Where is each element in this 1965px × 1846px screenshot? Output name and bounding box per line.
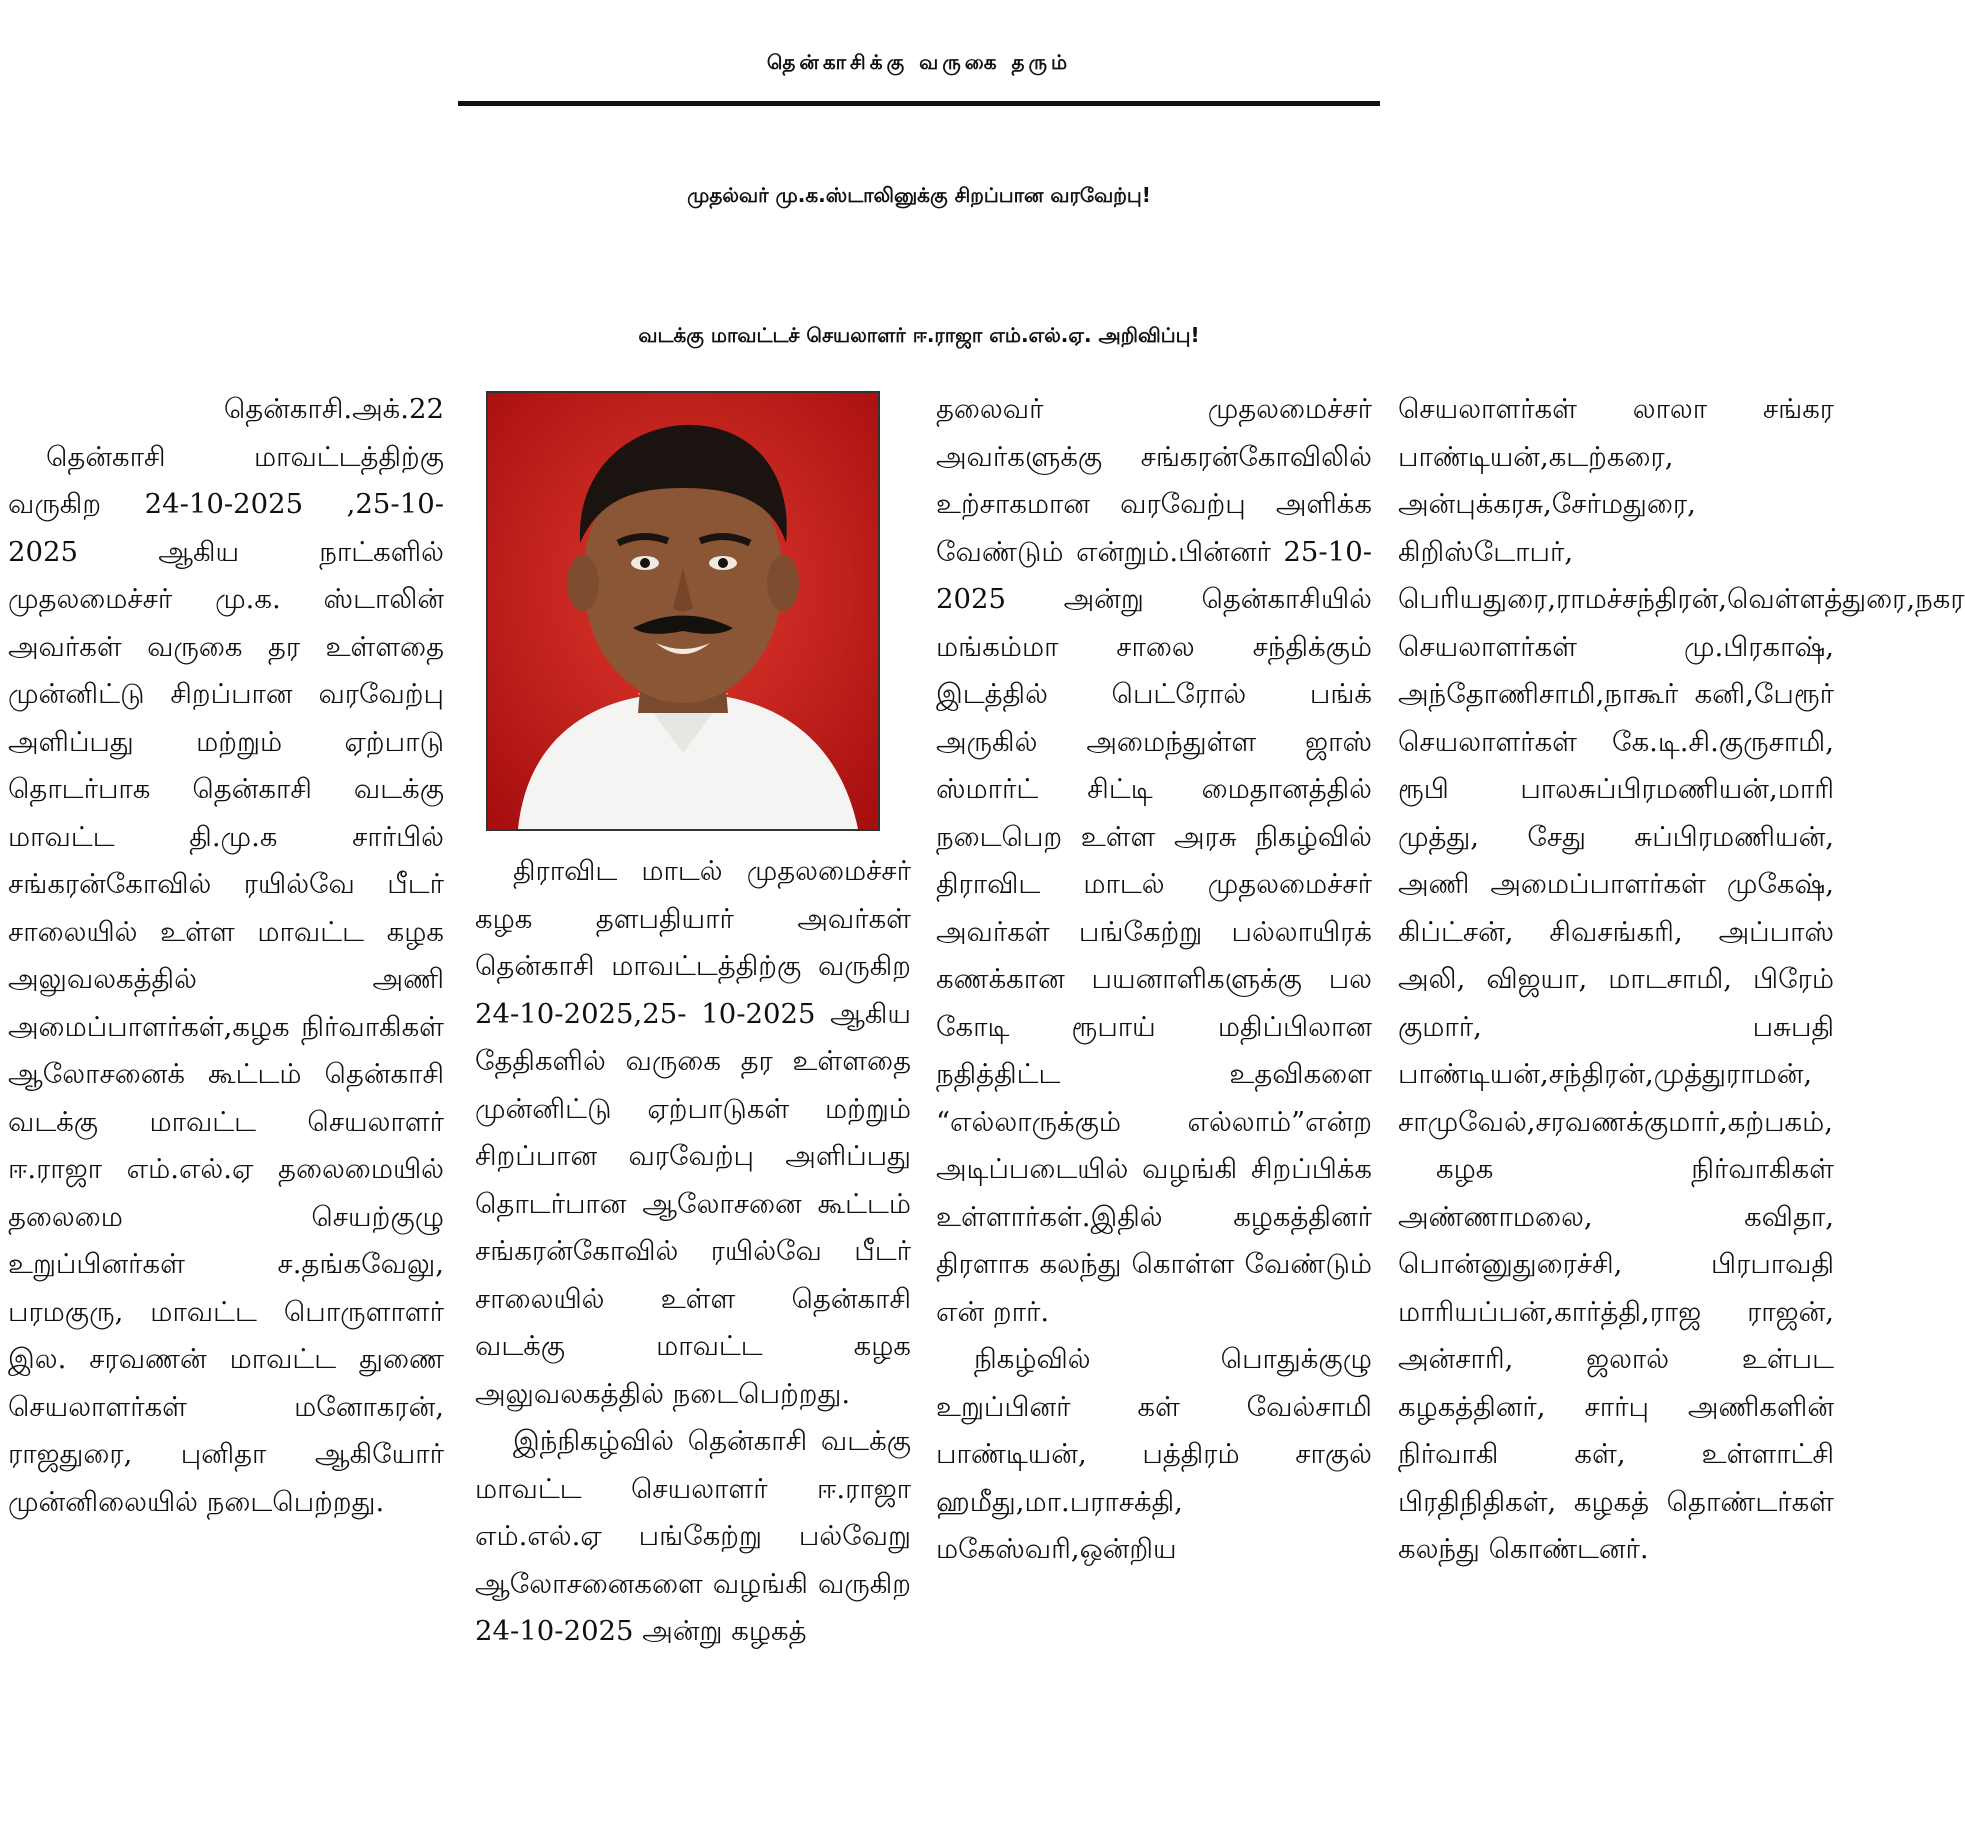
sub-headline: வடக்கு மாவட்டச் செயலாளர் ஈ.ராஜா எம்.எல்.ஏ. அறிவிப்பு! <box>638 323 1200 347</box>
article-paragraph: செயலாளர்கள் லாலா சங்கர பாண்டியன்,கடற்கரை, அன்புக்கரசு,சேர்மதுரை, கிறிஸ்டோபர், பெரியதுரை,ராமச்சந்திரன்,வெள்ளத்துரை,நகர செயலாளர்கள் மு.பிரகாஷ், அந்தோணிசாமி,நாகூர் கனி,பேரூர் செயலாளர்கள் கே.டி.சி.குருசாமி, ரூபி பாலசுப்பிரமணியன்,மாரி முத்து, சேது சுப்பிரமணியன், அணி அமைப்பாளர்கள் முகேஷ், கிப்ட்சன், சிவசங்கரி, அப்பாஸ் அலி, விஜயா, மாடசாமி, பிரேம் குமார், பசுபதி பாண்டியன்,சந்திரன்,முத்துராமன், சாமுவேல்,சரவணக்குமார்,கற்பகம், <box>1398 393 1965 1138</box>
article-paragraph: திராவிட மாடல் முதலமைச்சர் கழக தளபதியார் அவர்கள் தென்காசி மாவட்டத்திற்கு வருகிற 24-10-2025,25- 10-2025 ஆகிய தேதிகளில் வருகை தர உள்ளதை முன்னிட்டு ஏற்பாடுகள் மற்றும் சிறப்பான வரவேற்பு அளிப்பது தொடர்பான ஆலோசனை கூட்டம் சங்கரன்கோவில் ரயில்வே பீடர் சாலையில் உள்ள தென்காசி வடக்கு மாவட்ட கழக அலுவலகத்தில் நடைபெற்றது. <box>475 855 911 1410</box>
kicker-underline <box>458 101 1380 106</box>
article-paragraph: நிகழ்வில் பொதுக்குழு உறுப்பினர் கள் வேல்சாமி பாண்டியன், பத்திரம் சாகுல் ஹமீது,மா.பராசக்தி, மகேஸ்வரி,ஒன்றிய <box>936 1343 1372 1565</box>
article-column-2 <box>475 848 911 1836</box>
dateline: தென்காசி.அக்.22 <box>223 393 444 425</box>
article-paragraph: தென்காசி மாவட்டத்திற்கு வருகிற 24-10-2025 ,25-10-2025 ஆகிய நாட்களில் முதலமைச்சர் மு.க. ஸ்டாலின் அவர்கள் வருகை தர உள்ளதை முன்னிட்டு சிறப்பான வரவேற்பு அளிப்பது மற்றும் ஏற்பாடு தொடர்பாக தென்காசி வடக்கு மாவட்ட தி.மு.க சார்பில் சங்கரன்கோவில் ரயில்வே பீடர் சாலையில் உள்ள மாவட்ட கழக அலுவலகத்தில் அணி அமைப்பாளர்கள்,கழக நிர்வாகிகள் ஆலோசனைக் கூட்டம் தென்காசி வடக்கு மாவட்ட செயலாளர் ஈ.ராஜா எம்.எல்.ஏ தலைமையில் தலைமை செயற்குழு உறுப்பினர்கள் ச.தங்கவேலு, பரமகுரு, மாவட்ட பொருளாளர் இல. சரவணன் மாவட்ட துணை செயலாளர்கள் மனோகரன், ராஜதுரை, புனிதா ஆகியோர் முன்னிலையில் நடைபெற்றது. <box>8 440 444 1518</box>
article-column-4 <box>1398 386 1965 1836</box>
portrait-illustration <box>488 393 878 829</box>
kicker-heading: தென்காசிக்கு வருகை தரும் <box>766 50 1072 74</box>
article-paragraph: கழக நிர்வாகிகள் அண்ணாமலை, கவிதா, பொன்னுதுரைச்சி, பிரபாவதி மாரியப்பன்,கார்த்தி,ராஜ ராஜன், அன்சாரி, ஜலால் உள்பட கழகத்தினர், சார்பு அணிகளின் நிர்வாகி கள், உள்ளாட்சி பிரதிநிதிகள், கழகத் தொண்டர்கள் கலந்து கொண்டனர். <box>1398 1153 1834 1565</box>
article-column-1 <box>8 386 444 1836</box>
article-paragraph: இந்நிகழ்வில் தென்காசி வடக்கு மாவட்ட செயலாளர் ஈ.ராஜா எம்.எல்.ஏ பங்கேற்று பல்வேறு ஆலோசனைகளை வழங்கி வருகிற 24-10-2025 அன்று கழகத் <box>475 1425 911 1647</box>
article-column-3 <box>936 386 1372 1836</box>
main-headline: முதல்வர் மு.க.ஸ்டாலினுக்கு சிறப்பான வரவேற்பு! <box>687 183 1151 207</box>
portrait-photo <box>486 391 880 831</box>
article-paragraph: தலைவர் முதலமைச்சர் அவர்களுக்கு சங்கரன்கோவிலில் உற்சாகமான வரவேற்பு அளிக்க வேண்டும் என்றும்.பின்னர் 25-10-2025 அன்று தென்காசியில் மங்கம்மா சாலை சந்திக்கும் இடத்தில் பெட்ரோல் பங்க் அருகில் அமைந்துள்ள ஜாஸ் ஸ்மார்ட் சிட்டி மைதானத்தில் நடைபெற உள்ள அரசு நிகழ்வில் திராவிட மாடல் முதலமைச்சர் அவர்கள் பங்கேற்று பல்லாயிரக் கணக்கான பயனாளிகளுக்கு பல கோடி ரூபாய் மதிப்பிலான நதித்திட்ட உதவிகளை “எல்லாருக்கும் எல்லாம்”என்ற அடிப்படையில் வழங்கி சிறப்பிக்க உள்ளார்கள்.இதில் கழகத்தினர் திரளாக கலந்து கொள்ள வேண்டும் என் றார். <box>936 393 1372 1328</box>
